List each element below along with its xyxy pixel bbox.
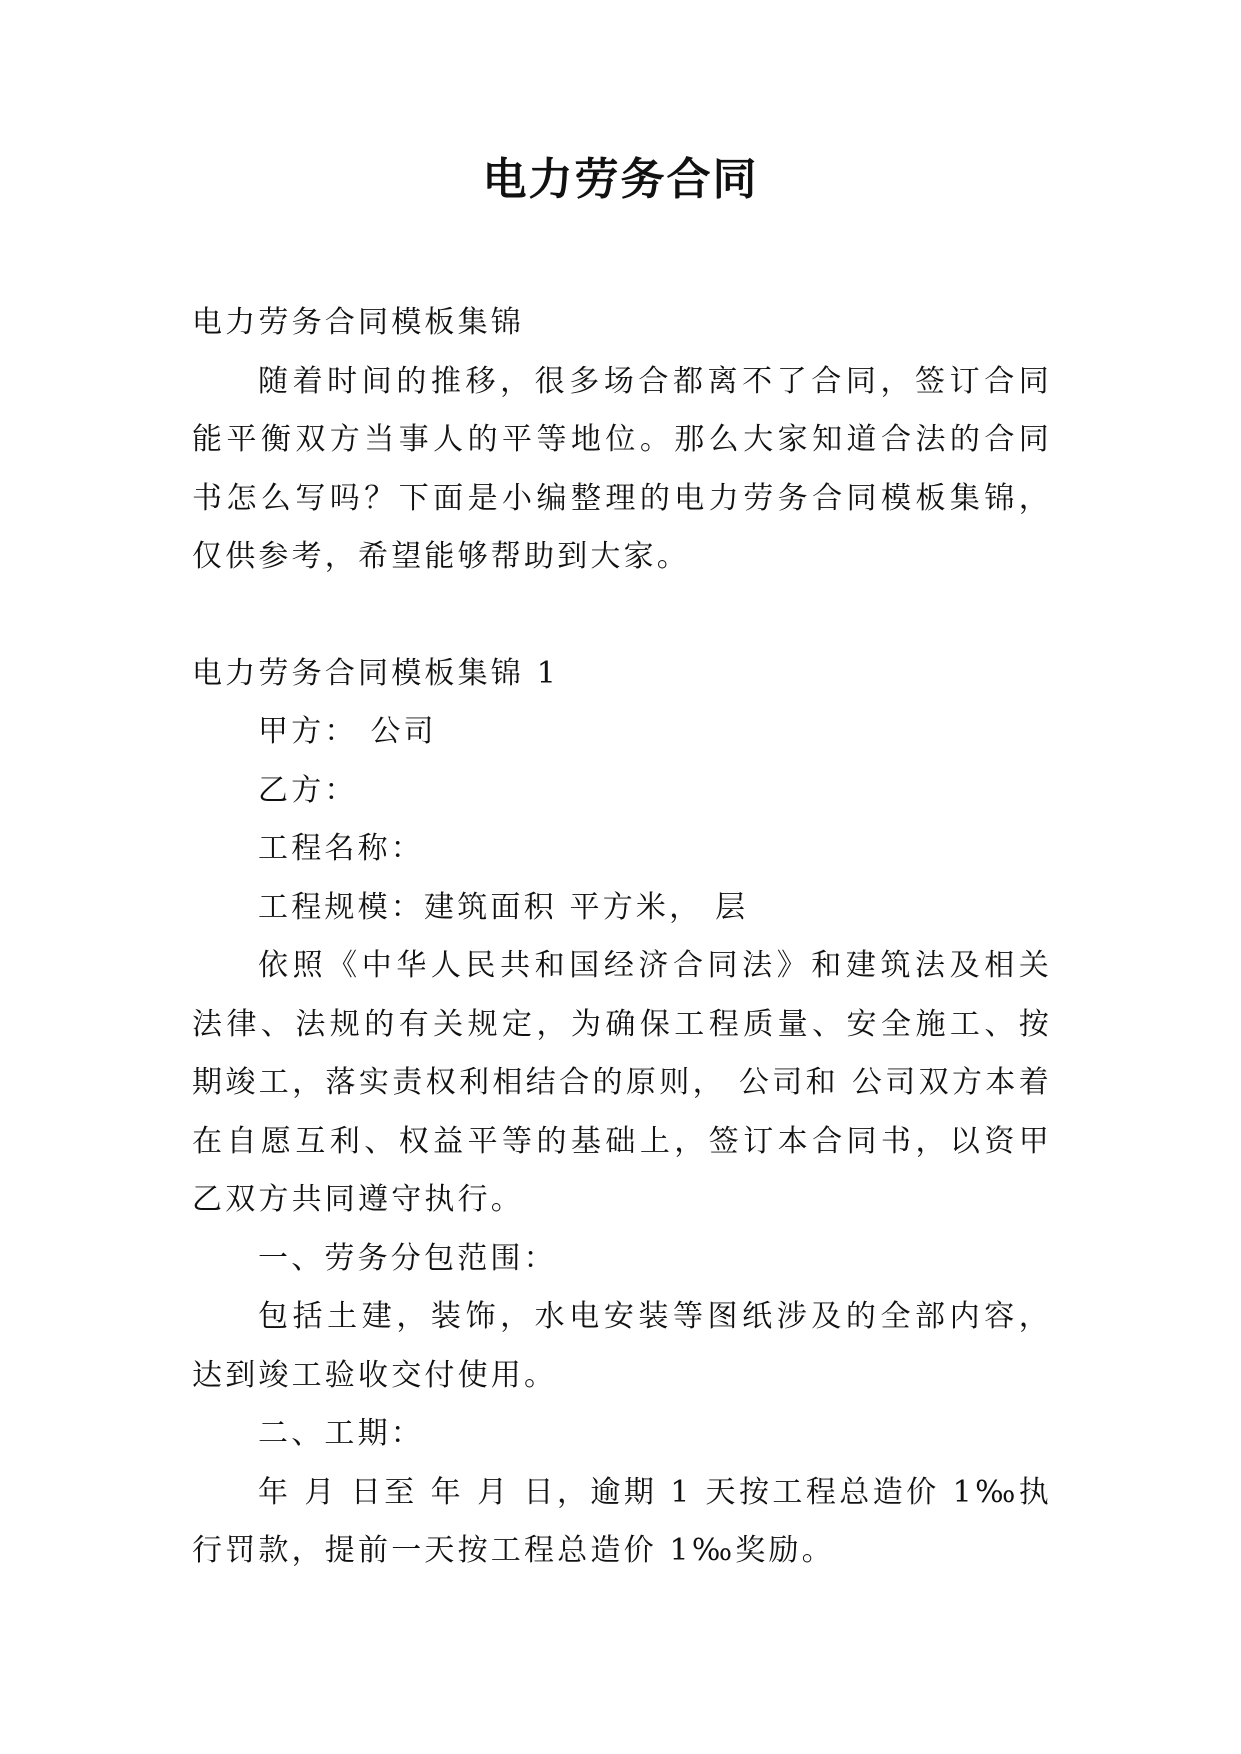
scope-paragraph: 包括土建，装饰，水电安装等图纸涉及的全部内容，达到竣工验收交付使用。 [192,1299,1052,1393]
party-b-line: 乙方： [258,772,358,808]
intro-paragraph: 随着时间的推移，很多场合都离不了合同，签订合同能平衡双方当事人的平等地位。那么大家知道合法的合同书怎么写吗？下面是小编整理的电力劳务合同模板集锦，仅供参考，希望能够帮助到大家。 [192,363,1052,574]
section-heading: 电力劳务合同模板集锦 [192,305,524,340]
document-body [192,294,1052,1581]
party-a-line: 甲方： 公司 [258,714,437,749]
schedule-paragraph: 年 月 日至 年 月 日，逾期 1 天按工程总造价 1‰执行罚款，提前一天按工程总造价 1‰奖励。 [192,1474,1052,1568]
project-name-line: 工程名称： [258,831,424,866]
document-title: 电力劳务合同 [482,154,759,205]
project-scale-line: 工程规模：建筑面积 平方米， 层 [258,889,749,925]
scope-heading: 一、劳务分包范围： [258,1240,557,1276]
contract-basis-paragraph: 依照《中华人民共和国经济合同法》和建筑法及相关法律、法规的有关规定，为确保工程质量、安全施工、按期竣工，落实责权利相结合的原则， 公司和 公司双方本着在自愿互利、权益平等的基础上，签订本合同书，以资甲乙双方共同遵守执行。 [192,948,1052,1217]
schedule-heading: 二、工期： [258,1416,424,1451]
contract-heading: 电力劳务合同模板集锦 1 [192,655,560,691]
